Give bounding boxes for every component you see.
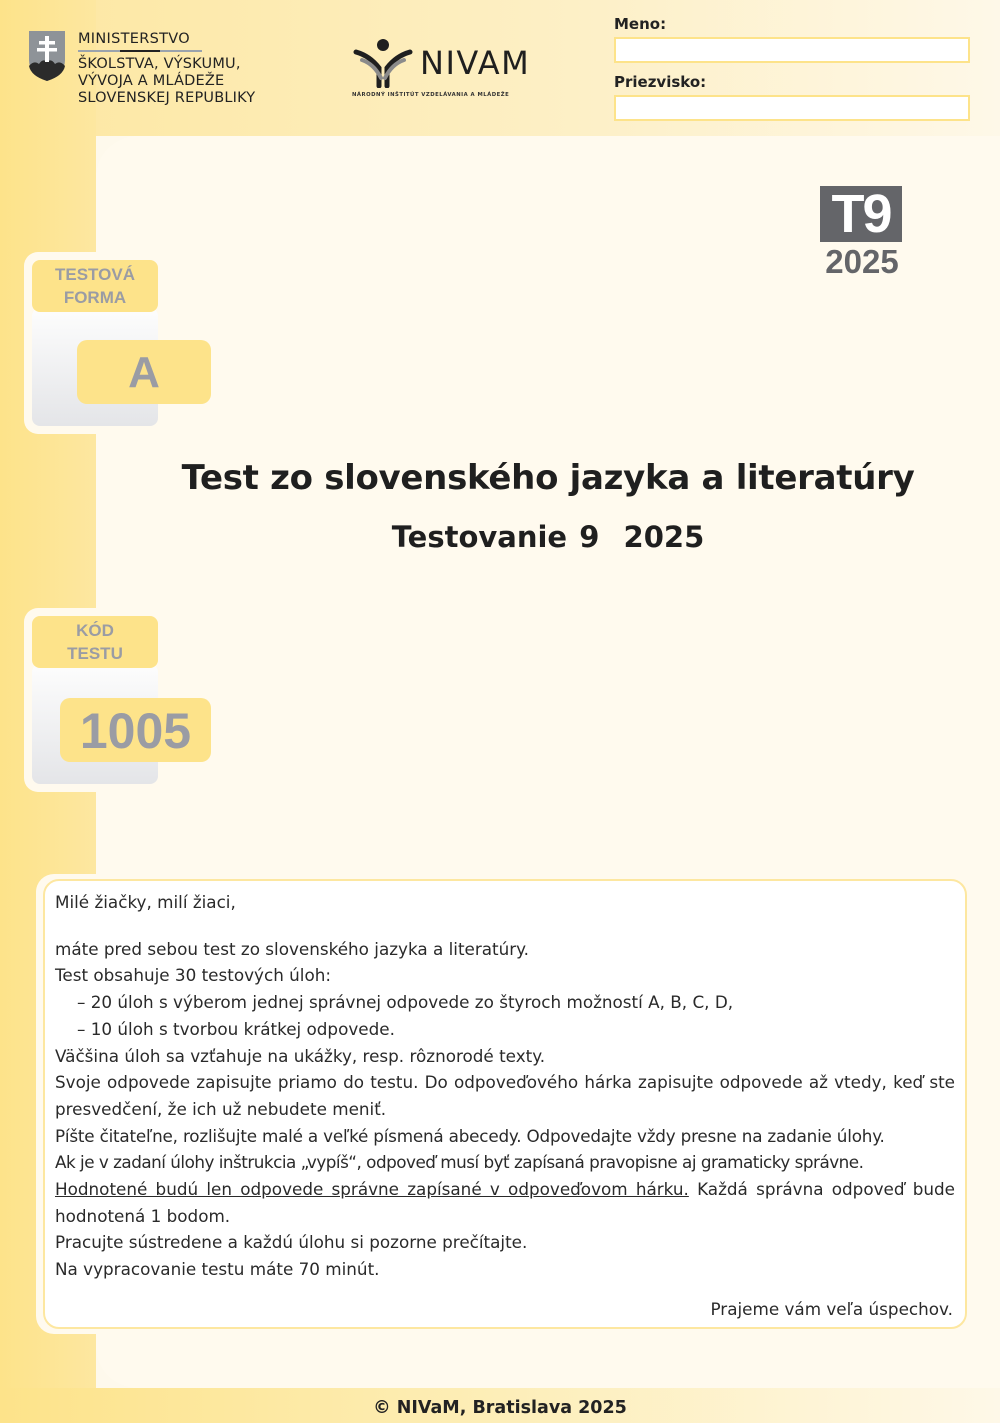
ministry-line: SLOVENSKEJ REPUBLIKY — [78, 90, 256, 106]
document-subtitle: Testovanie 9 2025 — [391, 520, 705, 554]
scoring-underlined: Hodnotené budú len odpovede správne zapísané v odpoveďovom hárku. — [55, 1179, 689, 1200]
nivam-subtitle: NÁRODNÝ INŠTITÚT VZDELÁVANIA A MLÁDEŽE — [352, 92, 510, 98]
test-code-card — [24, 608, 192, 792]
ministry-line: VÝVOJA A MLÁDEŽE — [78, 73, 225, 89]
test-code-label: KÓD TESTU — [32, 616, 158, 668]
instruction-line: Svoje odpovede zapisujte priamo do testu. Do odpoveďového hárka zapisujte odpovede až vtedy, keď ste presvedčení, že ich už nebudete meniť. — [55, 1072, 955, 1119]
instruction-line: Ak je v zadaní úlohy inštrukcia „vypíš“, odpoveď musí byť zapísaná pravopisne aj gramaticky správne. — [55, 1152, 864, 1173]
ministry-title: MINISTERSTVO — [78, 30, 202, 52]
nivam-logo — [352, 38, 532, 98]
document-title: Test zo slovenského jazyka a literatúry — [181, 458, 915, 498]
instruction-line: Väčšina úloh sa vzťahuje na ukážky, resp. rôznorodé texty. — [55, 1045, 546, 1066]
instruction-line: Píšte čitateľne, rozlišujte malé a veľké písmená abecedy. Odpovedajte vždy presne na zadanie úlohy. — [55, 1125, 885, 1146]
test-form-label: TESTOVÁ FORMA — [32, 260, 158, 312]
slovak-coat-of-arms-icon — [28, 30, 66, 82]
nivam-figure-icon — [352, 38, 414, 88]
ministry-line: ŠKOLSTVA, VÝSKUMU, — [78, 56, 241, 72]
closing-line: Prajeme vám veľa úspechov. — [710, 1299, 953, 1320]
list-item: – 20 úloh s výberom jednej správnej odpovede zo štyroch možností A, B, C, D, — [77, 992, 734, 1013]
t9-year: 2025 — [825, 243, 899, 280]
nivam-name: NIVAM — [420, 44, 531, 82]
last-name-input[interactable] — [614, 95, 970, 121]
t9-badge: T9 — [820, 186, 902, 242]
instruction-line: máte pred sebou test zo slovenského jazyka a literatúry. — [55, 938, 530, 959]
last-name-label: Priezvisko: — [614, 73, 707, 91]
greeting: Milé žiačky, milí žiaci, — [55, 892, 236, 912]
test-code-value: 1005 — [60, 698, 211, 762]
scoring-note: Hodnotené budú len odpovede správne zapísané v odpoveďovom hárku. Každá správna odpoveď bude hodnotená 1 bodom. — [55, 1179, 956, 1226]
instruction-line: Pracujte sústredene a každú úlohu si pozorne prečítajte. — [55, 1232, 528, 1253]
instruction-line: Test obsahuje 30 testových úloh: — [55, 965, 332, 986]
instruction-line: Na vypracovanie testu máte 70 minút. — [55, 1259, 380, 1280]
test-form-value: A — [77, 340, 211, 404]
instructions-box — [43, 879, 967, 1329]
ministry-logo — [28, 30, 255, 107]
first-name-label: Meno: — [614, 15, 667, 33]
test-form-card — [24, 252, 164, 434]
first-name-input[interactable] — [614, 37, 970, 63]
footer-copyright: © NIVaM, Bratislava 2025 — [373, 1398, 627, 1418]
list-item: – 10 úloh s tvorbou krátkej odpovede. — [77, 1018, 395, 1039]
